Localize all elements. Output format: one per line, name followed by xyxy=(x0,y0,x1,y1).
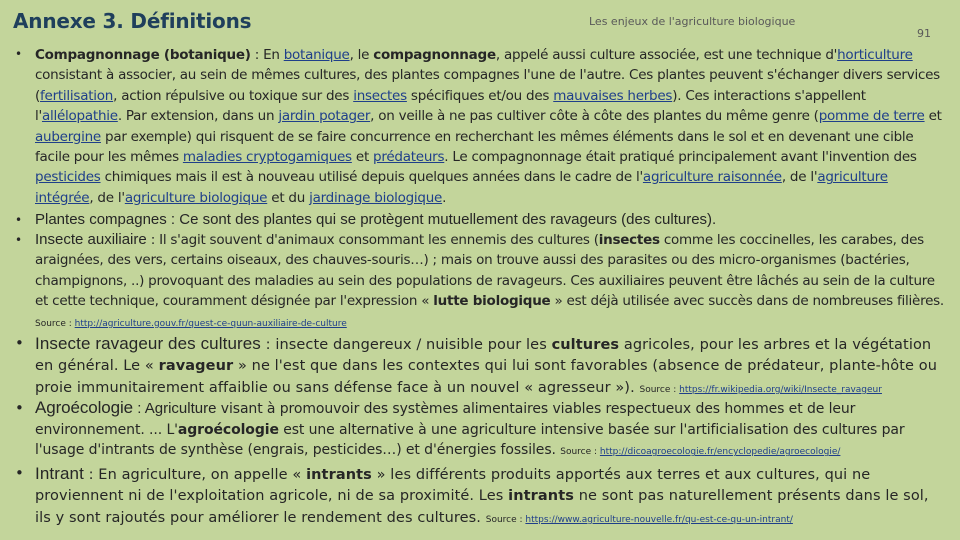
bullet-icon: • xyxy=(15,213,23,227)
definition-term: Agroécologie xyxy=(35,398,134,417)
link-maladies-cryptogamiques[interactable]: maladies cryptogamiques xyxy=(182,149,352,166)
source-link[interactable]: http://dicoagroecologie.fr/encyclopedie/agroecologie/ xyxy=(599,447,841,458)
link-horticulture[interactable]: horticulture xyxy=(837,47,913,63)
link-aubergine[interactable]: aubergine xyxy=(35,128,101,145)
link-allelopathie[interactable]: allélopathie xyxy=(41,108,118,125)
bullet-icon: • xyxy=(15,233,23,247)
definition-term: Plantes compagnes xyxy=(35,211,167,228)
source-note: Source : https://fr.wikipedia.org/wiki/Insecte_ravageur xyxy=(639,384,882,395)
link-jardin-potager[interactable]: jardin potager xyxy=(278,108,371,125)
bullet-icon: • xyxy=(15,464,24,482)
bullet-icon: • xyxy=(15,334,24,352)
definition-text: Agroécologie : Agriculture visant à promouvoir des systèmes alimentaires viables respectueux des hommes et de leur environnement. ... L'agroécologie est une alternative à une agriculture intensive basée sur l'artificialisation des cultures par l'usage d'intrants de synthèse (engrais, pesticides…) et d'énergies fossiles. Source : http://dicoagroecologie.fr/encyclopedie/agroecologie/ xyxy=(35,398,905,459)
source-note: Source : https://www.agriculture-nouvelle.fr/qu-est-ce-qu-un-intrant/ xyxy=(485,514,793,525)
source-note: Source : http://dicoagroecologie.fr/encyclopedie/agroecologie/ xyxy=(560,447,841,458)
definition-text: Plantes compagnes : Ce sont des plantes qui se protègent mutuellement des ravageurs (des cultures). xyxy=(35,211,717,228)
page-title: Annexe 3. Définitions xyxy=(13,9,252,33)
definition-text: Compagnonnage (botanique) : En botanique, le compagnonnage, appelé aussi culture associée, est une technique d'horticulture consistant à associer, au sein de mêmes cultures, des plantes compagnes l'une de l'autre. Ces plantes peuvent s'échanger divers services (fertilisation, action répulsive ou toxique sur des insectes spécifiques et/ou des mauvaises herbes). Ces interactions s'appellent l'allélopathie. Par extension, dans un jardin potager, on veille à ne pas cultiver côte à côte des plantes du même genre (pomme de terre et aubergine par exemple) qui risquent de se faire concurrence en recherchant les mêmes éléments dans le sol et en devenant une cible facile pour les mêmes maladies cryptogamiques et prédateurs. Le compagnonnage était pratiqué principalement avant l'invention des pesticides chimiques mais il est à nouveau utilisé depuis quelques années dans le cadre de l'agriculture raisonnée, de l'agriculture intégrée, de l'agriculture biologique et du jardinage biologique. xyxy=(35,47,942,206)
link-botanique[interactable]: botanique xyxy=(283,47,350,63)
bullet-icon: • xyxy=(15,399,24,417)
definition-term: Compagnonnage (botanique) xyxy=(35,47,251,63)
page-number: 91 xyxy=(917,27,931,40)
link-agriculture-integree[interactable]: agriculture intégrée xyxy=(35,169,888,206)
link-mauvaises-herbes[interactable]: mauvaises herbes xyxy=(553,87,673,104)
link-insectes[interactable]: insectes xyxy=(353,87,407,104)
link-pomme-de-terre[interactable]: pomme de terre xyxy=(818,108,925,125)
header-subtitle: Les enjeux de l'agriculture biologique xyxy=(589,15,796,28)
definition-term: Insecte ravageur des cultures xyxy=(35,334,261,353)
source-link[interactable]: https://fr.wikipedia.org/wiki/Insecte_ravageur xyxy=(679,384,882,395)
link-agriculture-biologique[interactable]: agriculture biologique xyxy=(124,189,268,206)
link-agriculture-raisonnee[interactable]: agriculture raisonnée xyxy=(642,169,782,186)
bullet-icon: • xyxy=(15,47,23,61)
link-pesticides[interactable]: pesticides xyxy=(35,169,101,186)
definition-text: Insecte ravageur des cultures : insecte dangereux / nuisible pour les cultures agricoles, pour les arbres et la végétation en général. Le « ravageur » ne l'est que dans les contextes qui lui sont favorables (absence de prédateur, plante-hôte ou proie immunitairement affaiblie ou sans défense face à un nouvel « agresseur »). Source : https://fr.wikipedia.org/wiki/Insecte_ravageur xyxy=(35,334,938,396)
definition-term: Intrant xyxy=(35,464,84,483)
link-fertilisation[interactable]: fertilisation xyxy=(40,87,114,104)
definition-text: Intrant : En agriculture, on appelle « intrants » les différents produits apportés aux terres et aux cultures, qui ne proviennent ni de l'exploitation agricole, ni de sa proximité. Les intrants ne sont pas naturellement présents dans le sol, ils y sont rajoutés pour améliorer le rendement des cultures. Source : https://www.agriculture-nouvelle.fr/qu-est-ce-qu-un-intrant/ xyxy=(35,464,929,526)
source-link[interactable]: http://agriculture.gouv.fr/quest-ce-quun-auxiliaire-de-culture xyxy=(74,318,347,329)
source-link[interactable]: https://www.agriculture-nouvelle.fr/qu-est-ce-qu-un-intrant/ xyxy=(525,514,793,525)
source-note: Source : http://agriculture.gouv.fr/quest-ce-quun-auxiliaire-de-culture xyxy=(35,318,347,329)
link-jardinage-biologique[interactable]: jardinage biologique xyxy=(309,189,443,206)
definition-text: Insecte auxiliaire : Il s'agit souvent d'animaux consommant les ennemis des cultures (insectes comme les coccinelles, les carabes, des araignées, des vers, certains oiseaux, des chauves-souris…) ; mais on trouve aussi des parasites ou des micro-organismes (bactéries, champignons, ..) provoquant des maladies au sein des populations de ravageurs. Ces auxiliaires peuvent être lâchés au sein de la culture et cette technique, couramment désignée par l'expression « lutte biologique » est déjà utilisée avec succès dans de nombreuses filières. Source : http://agriculture.gouv.fr/quest-ce-quun-auxiliaire-de-culture xyxy=(35,231,944,329)
link-predateurs[interactable]: prédateurs xyxy=(373,149,445,166)
definition-term: Insecte auxiliaire xyxy=(35,231,147,248)
